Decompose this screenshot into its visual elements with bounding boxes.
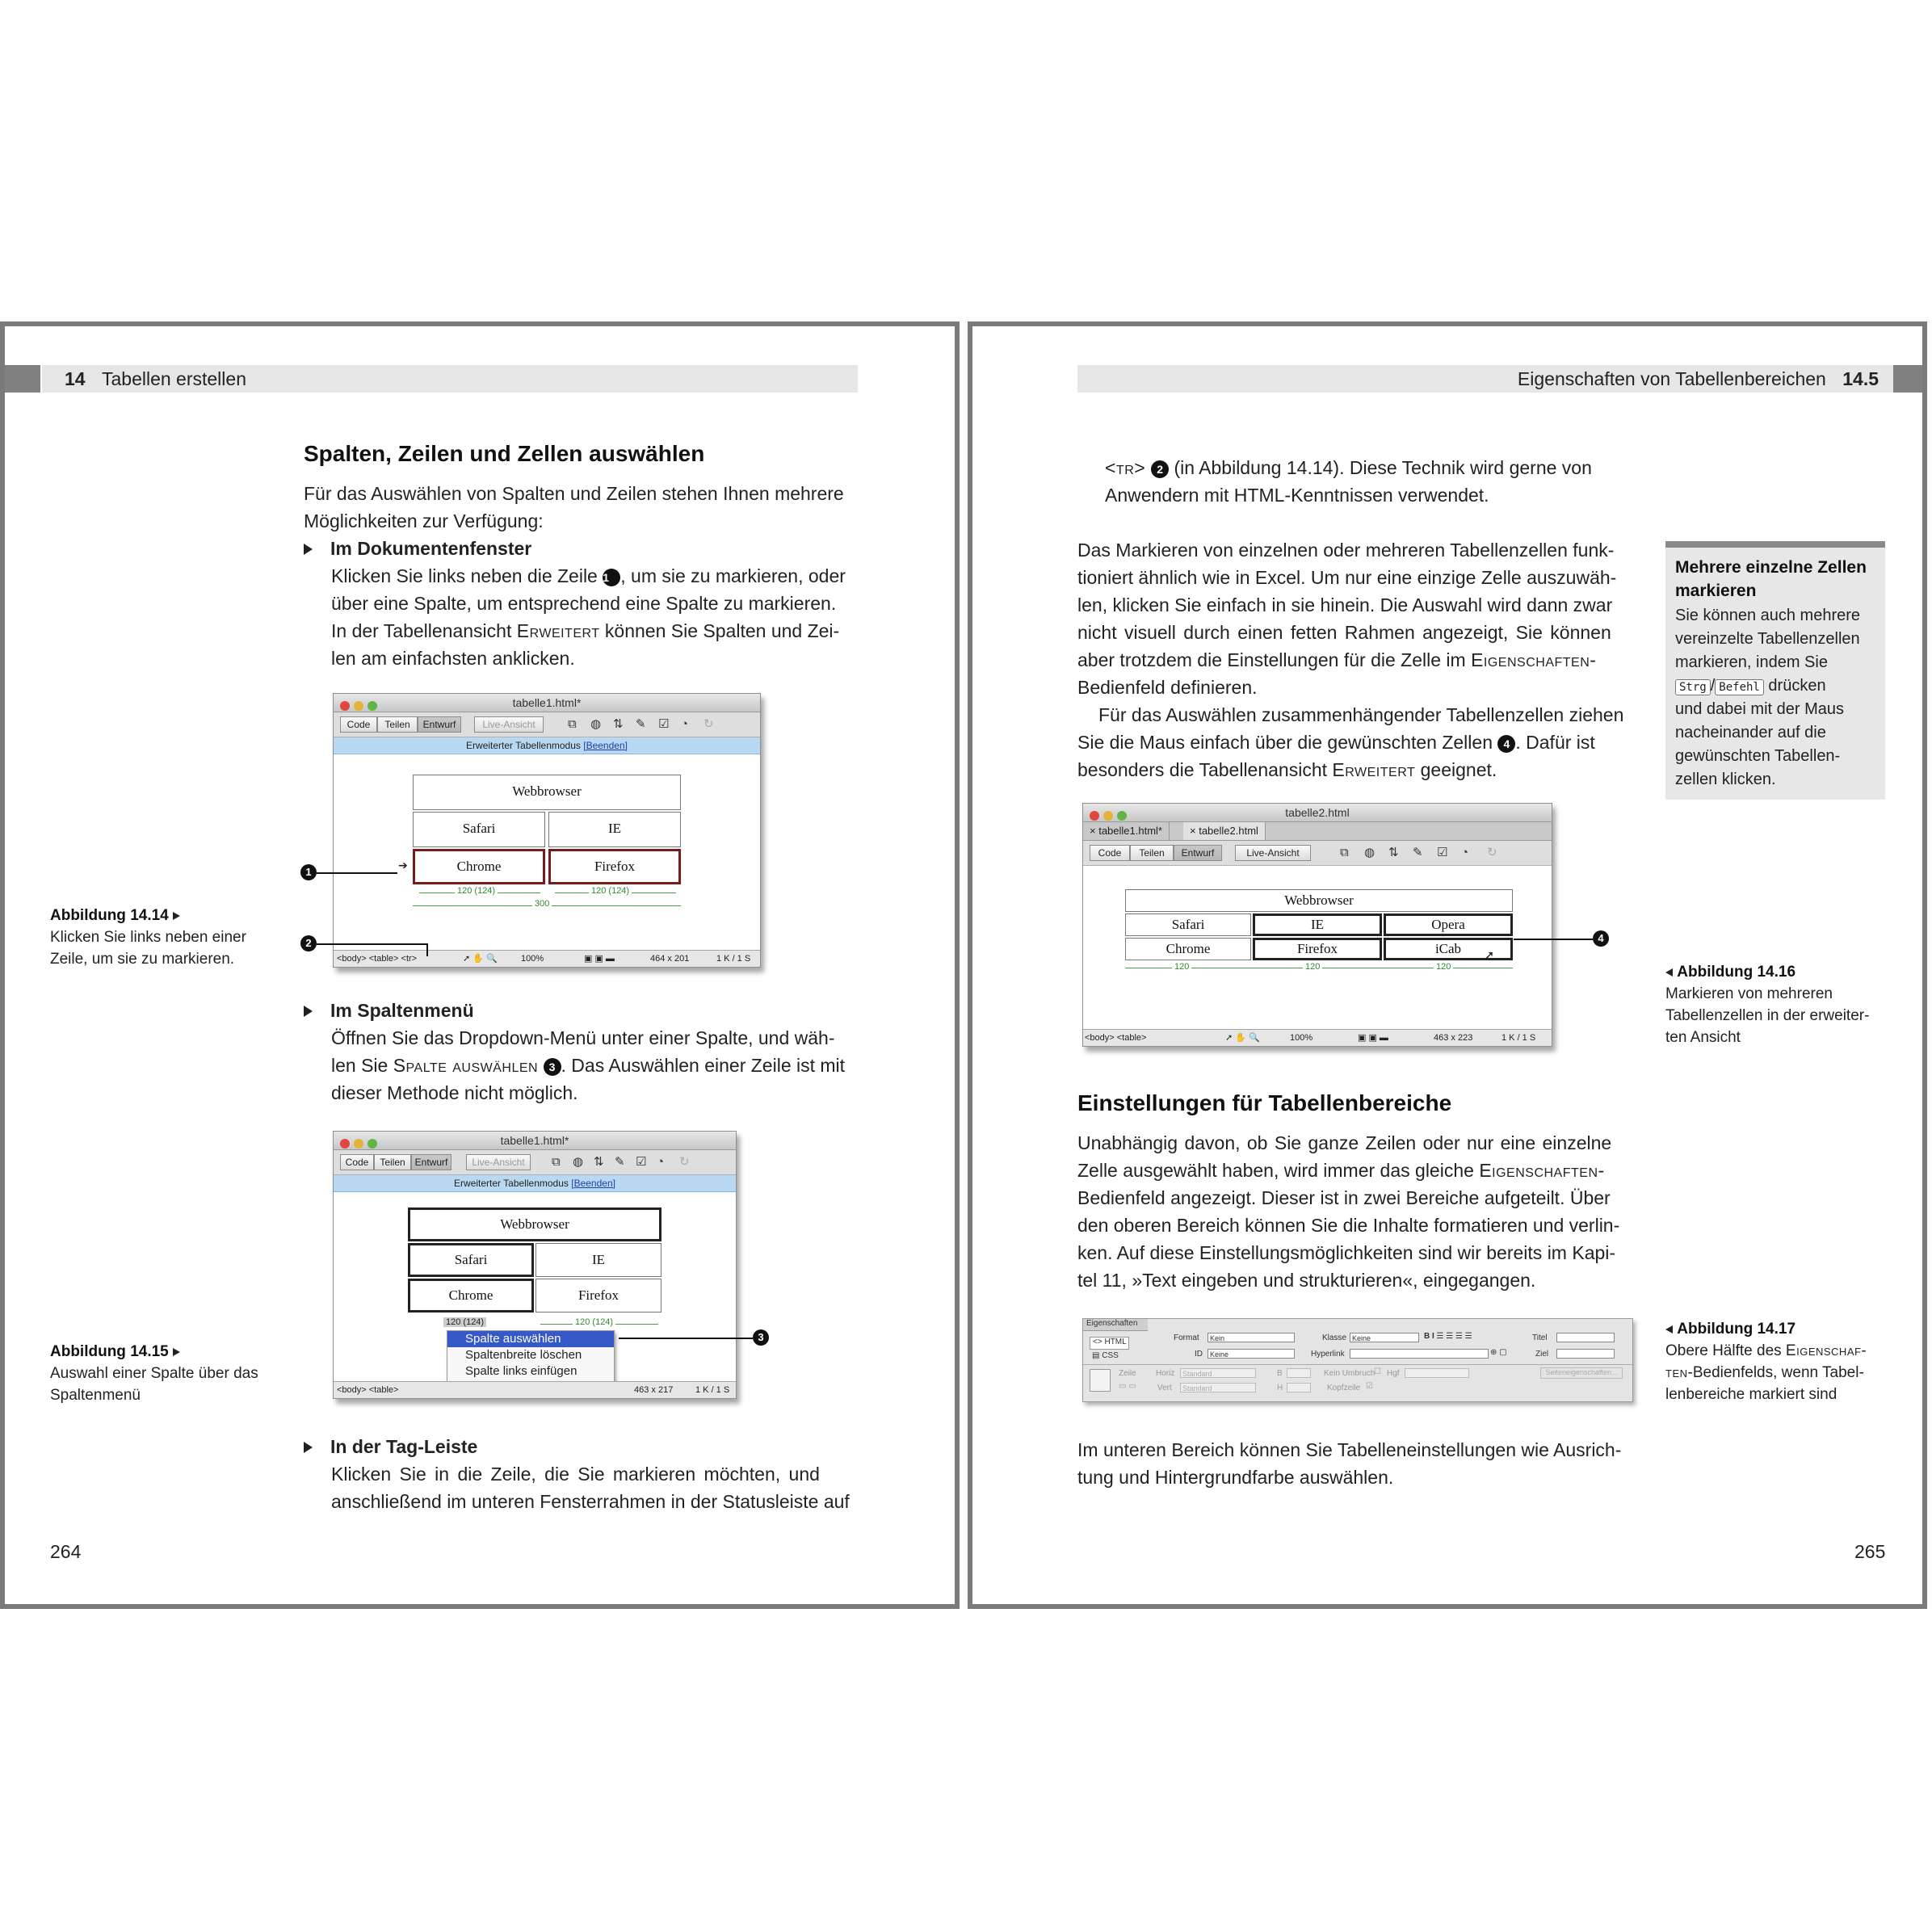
tip-title: Mehrere einzelne Zellen — [1675, 558, 1867, 577]
section-title: Spalten, Zeilen und Zellen auswählen — [304, 441, 705, 466]
id-select[interactable]: Keine — [1208, 1349, 1295, 1359]
text: <tr> — [1105, 457, 1152, 478]
refresh-icon[interactable]: ↻ — [704, 717, 714, 731]
column-width-label[interactable]: 120 — [1172, 962, 1191, 972]
doc-tab-label: tabelle2.html — [1199, 825, 1258, 837]
left-page — [0, 321, 960, 1609]
page-number: 265 — [1854, 1541, 1886, 1562]
code-button[interactable]: Code — [1090, 845, 1130, 861]
text: den oberen Bereich können Sie die Inhalte formatieren und verlin- — [1077, 1215, 1620, 1236]
text: Öffnen Sie das Dropdown-Menü unter einer Spalte, und wäh- — [331, 1027, 835, 1048]
text: Zelle ausgewählt haben, wird immer das gleiche — [1077, 1160, 1480, 1181]
continued-paragraph — [1105, 454, 1635, 509]
section-header-number: 14.5 — [1842, 368, 1879, 389]
section-header-title: Eigenschaften von Tabellenbereichen — [1517, 368, 1826, 389]
text: Unabhängig davon, ob Sie ganze Zeilen oder nur eine einzelne — [1077, 1132, 1612, 1153]
text: tung und Hintergrundfarbe auswählen. — [1077, 1467, 1394, 1488]
split-button[interactable]: Teilen — [377, 716, 418, 733]
code-button[interactable]: Code — [340, 1154, 374, 1170]
text: In der Tabellenansicht — [331, 620, 517, 641]
design-button[interactable]: Entwurf — [418, 716, 461, 733]
callout-line — [1514, 939, 1593, 940]
caption-figure-14-14 — [50, 905, 292, 970]
tip-text: Sie können auch mehrere — [1675, 607, 1861, 624]
page-number: 264 — [50, 1541, 82, 1562]
tip-text: vereinzelte Tabellenzellen — [1675, 630, 1860, 648]
width-label: B — [1277, 1369, 1283, 1378]
caption-title: Abbildung 14.17 — [1677, 1321, 1796, 1338]
text: tioniert ähnlich wie in Excel. Um nur eine einzige Zelle auszuwäh- — [1077, 567, 1617, 588]
text: dieser Methode nicht möglich. — [331, 1082, 578, 1103]
text: Anwendern mit HTML-Kenntnissen verwendet. — [1105, 485, 1489, 506]
caption-line: Spaltenmenü — [50, 1387, 141, 1404]
design-button[interactable]: Entwurf — [411, 1154, 452, 1170]
marker-1-icon: 1 — [603, 569, 620, 586]
text: aber trotzdem die Einstellungen für die Zelle im — [1077, 649, 1472, 670]
tip-text: markieren, indem Sie — [1675, 653, 1828, 671]
text: ken. Auf diese Einstellungsmöglichkeiten sind wir bereits im Kapi- — [1077, 1242, 1616, 1263]
browser-preview-icon[interactable]: ◍ — [573, 1155, 584, 1169]
close-light-icon — [340, 701, 350, 711]
column-width-label[interactable]: 120 (124) — [589, 886, 632, 896]
caption-arrow-icon — [173, 1348, 180, 1356]
title-label: Titel — [1532, 1334, 1548, 1342]
window-size[interactable]: 464 x 201 — [650, 954, 690, 964]
doc-tab-label: tabelle1.html* — [1098, 825, 1162, 837]
caption-figure-14-15 — [50, 1341, 292, 1406]
callout-marker: 4 — [1593, 930, 1609, 947]
key-befehl: Befehl — [1715, 679, 1764, 695]
term-erweitert: Erweitert — [1332, 759, 1416, 780]
paragraph-single-cells — [1077, 536, 1635, 783]
chapter-number: 14 — [65, 368, 86, 389]
visual-aids-icon[interactable]: ☑ — [1437, 846, 1448, 859]
table-cell-selected[interactable]: Opera — [1384, 914, 1513, 936]
caption-line: -Bedienfelds, wenn Tabel- — [1687, 1364, 1864, 1381]
status-bar — [1083, 1029, 1552, 1046]
bullet-arrow-icon — [304, 544, 313, 555]
table-cell[interactable]: IE — [548, 812, 681, 847]
zoom-select[interactable]: 100% — [1290, 1033, 1313, 1043]
minimize-light-icon — [354, 701, 363, 711]
document-weight: 1 K / 1 S — [1502, 1033, 1536, 1043]
row-select-arrow-icon: ➔ — [398, 859, 408, 872]
text: Klicken Sie links neben die Zeile — [331, 565, 603, 586]
text: besonders die Tabellenansicht — [1077, 759, 1333, 780]
class-label: Klasse — [1322, 1334, 1347, 1342]
html-label: HTML — [1104, 1338, 1127, 1346]
target-select[interactable] — [1556, 1349, 1615, 1359]
caption-line: Auswahl einer Spalte über das — [50, 1365, 258, 1382]
doc-tab[interactable] — [1083, 822, 1170, 840]
hyperlink-field[interactable] — [1350, 1349, 1489, 1359]
bgcolor-field[interactable] — [1405, 1368, 1469, 1378]
text: Bedienfeld definieren. — [1077, 677, 1258, 698]
bullet-title: Im Spaltenmenü — [330, 1000, 474, 1021]
term-eigenschaften: ten — [1665, 1364, 1688, 1381]
design-button[interactable]: Entwurf — [1174, 845, 1222, 861]
mouse-pointer-icon: ➚ — [1484, 949, 1495, 963]
window-size-icons[interactable]: ▣ ▣ ▬ — [584, 954, 615, 964]
css-label: CSS — [1102, 1351, 1119, 1360]
window-title: tabelle1.html* — [512, 696, 582, 709]
browser-preview-icon[interactable]: ◍ — [1364, 846, 1376, 859]
menu-item-insert-column-left[interactable]: Spalte links einfügen — [465, 1364, 578, 1378]
callout-marker: 1 — [300, 864, 317, 880]
visual-aids-icon[interactable]: ☑ — [636, 1155, 647, 1169]
tag-selector[interactable]: <body> <table> — [1085, 1033, 1147, 1043]
height-field[interactable] — [1287, 1383, 1311, 1392]
header-marker-right — [1893, 365, 1927, 393]
caption-arrow-icon — [173, 912, 180, 920]
column-width-label[interactable]: 120 — [1434, 962, 1453, 972]
browser-preview-icon[interactable]: ◍ — [590, 717, 602, 731]
caption-line: ten Ansicht — [1665, 1029, 1741, 1046]
text: tel 11, »Text eingeben und strukturieren«, eingegangen. — [1077, 1270, 1536, 1291]
tip-box: Mehrere einzelne Zellen markieren Sie können auch mehrere vereinzelte Tabellenzellen markieren, indem Sie Strg / Befehl drücken und dabei mit der Maus nacheinander auf die gewünschten Tabellen- zellen klicken. — [1665, 541, 1885, 800]
mode-label: Erweiterter Tabellenmodus — [466, 740, 581, 751]
window-size[interactable]: 463 x 217 — [634, 1385, 674, 1395]
vert-label: Vert — [1157, 1384, 1172, 1392]
table-header-cell[interactable]: Webbrowser — [408, 1208, 662, 1241]
caption-line: Tabellenzellen in der erweiter- — [1665, 1007, 1870, 1024]
horiz-label: Horiz — [1156, 1369, 1175, 1378]
title-field[interactable] — [1556, 1333, 1615, 1342]
document-toolbar — [334, 712, 760, 737]
status-bar — [334, 1381, 736, 1398]
term-eigenschaften: Eigenschaften- — [1479, 1160, 1605, 1181]
row-label: Zeile — [1119, 1369, 1136, 1378]
close-tab-icon[interactable]: × — [1190, 825, 1199, 837]
marker-4-icon: 4 — [1497, 735, 1515, 753]
tag-selector[interactable]: <body> <table> <tr> — [337, 954, 418, 964]
screenshot-figure-14-14 — [333, 693, 761, 968]
table-cell-selected[interactable]: iCab — [1384, 938, 1513, 960]
intro-paragraph — [304, 480, 861, 535]
text: Das Markieren von einzelnen oder mehreren Tabellenzellen funk- — [1077, 540, 1615, 561]
hyperlink-label: Hyperlink — [1311, 1350, 1345, 1359]
document-weight: 1 K / 1 S — [716, 954, 751, 964]
term-spalte-auswaehlen: Spalte auswählen — [393, 1055, 539, 1076]
page-properties-button[interactable]: Seiteneigenschaften... — [1540, 1367, 1623, 1379]
menu-item-clear-column-width[interactable]: Spaltenbreite löschen — [465, 1348, 582, 1362]
validate-icon[interactable]: ◔ — [657, 1155, 665, 1169]
zoom-select[interactable]: 100% — [521, 954, 544, 964]
split-button[interactable]: Teilen — [1130, 845, 1174, 861]
text: len Sie — [331, 1055, 393, 1076]
mode-label: Erweiterter Tabellenmodus — [454, 1178, 569, 1189]
callout-marker: 3 — [753, 1329, 769, 1346]
column-width-label[interactable]: 120 (124) — [573, 1317, 615, 1327]
select-tool-icon[interactable]: ➚ ✋ 🔍 — [1225, 1033, 1260, 1043]
paragraph-lower-area — [1077, 1436, 1635, 1491]
caption-title: Abbildung 14.14 — [50, 907, 169, 924]
tip-text: drücken — [1763, 677, 1826, 695]
caption-line: Markieren von mehreren — [1665, 985, 1833, 1002]
bullet-arrow-icon — [304, 1006, 313, 1017]
table-cell-selected[interactable]: Firefox — [1253, 938, 1382, 960]
vert-select[interactable]: Standard — [1180, 1383, 1256, 1392]
tip-text: zellen klicken. — [1675, 771, 1776, 788]
caption-arrow-icon — [1665, 968, 1673, 976]
visual-aids-icon[interactable]: ☑ — [658, 717, 670, 731]
intro-line: Möglichkeiten zur Verfügung: — [304, 510, 544, 531]
css-mode-button[interactable] — [1090, 1351, 1128, 1363]
right-page — [968, 321, 1927, 1609]
format-select[interactable]: Kein — [1208, 1333, 1295, 1342]
debug-icon[interactable]: ✎ — [636, 717, 646, 731]
debug-icon[interactable]: ✎ — [615, 1155, 625, 1169]
no-wrap-label: Kein Umbruch — [1324, 1369, 1376, 1378]
close-tab-icon[interactable]: × — [1090, 825, 1099, 837]
tip-text: gewünschten Tabellen- — [1675, 747, 1841, 765]
screenshot-figure-14-16 — [1082, 803, 1552, 1047]
tag-selector[interactable]: <body> <table> — [337, 1385, 399, 1395]
column-width-label[interactable]: 120 (124) — [455, 886, 498, 896]
expanded-mode-bar — [334, 1175, 736, 1192]
text: geeignet. — [1415, 759, 1497, 780]
expanded-mode-bar — [334, 737, 760, 754]
text: Für das Auswählen zusammenhängender Tabellenzellen ziehen — [1098, 704, 1624, 725]
multiscreen-icon[interactable]: ⧉ — [552, 1155, 561, 1169]
zoom-light-icon — [368, 701, 377, 711]
file-transfer-icon[interactable]: ⇅ — [594, 1155, 604, 1169]
class-select[interactable]: Keine — [1350, 1333, 1419, 1342]
select-tool-icon[interactable]: ➚ ✋ 🔍 — [463, 954, 498, 964]
callout-line — [317, 943, 428, 945]
document-toolbar — [1083, 841, 1552, 866]
table-cell-icon — [1090, 1369, 1111, 1392]
column-header-menu-button[interactable]: 120 (124) — [443, 1317, 486, 1327]
table-cell-selected[interactable]: Chrome — [408, 1279, 534, 1312]
format-label: Format — [1174, 1334, 1199, 1342]
callout-line — [317, 872, 397, 874]
minimize-light-icon — [354, 1139, 363, 1149]
text: können Sie Spalten und Zei- — [599, 620, 840, 641]
window-title: tabelle1.html* — [500, 1134, 569, 1147]
caption-arrow-icon — [1665, 1325, 1673, 1334]
callout-marker: 2 — [300, 935, 317, 951]
text: Sie die Maus einfach über die gewünschten Zellen — [1077, 732, 1498, 753]
table-cell-selected[interactable]: Safari — [408, 1243, 534, 1277]
panel-divider — [1083, 1364, 1632, 1365]
intro-line: Für das Auswählen von Spalten und Zeilen stehen Ihnen mehrere — [304, 483, 844, 504]
merge-split-icons[interactable]: ▭ ▭ — [1119, 1382, 1136, 1391]
document-toolbar — [334, 1150, 736, 1175]
code-button[interactable]: Code — [340, 716, 377, 733]
bullet-document-window — [304, 535, 861, 672]
doc-tab-active[interactable] — [1183, 822, 1266, 840]
running-header-left — [42, 365, 858, 393]
menu-item-select-column[interactable]: Spalte auswählen — [447, 1331, 614, 1347]
marker-3-icon: 3 — [544, 1058, 561, 1076]
text: über eine Spalte, um entsprechend eine Spalte zu markieren. — [331, 593, 837, 614]
table-width-label[interactable]: 300 — [532, 899, 552, 909]
paragraph-table-settings — [1077, 1129, 1635, 1294]
caption-figure-14-17 — [1665, 1318, 1892, 1405]
screenshot-figure-14-15 — [333, 1131, 737, 1399]
zoom-light-icon — [1117, 811, 1127, 821]
bullet-title: In der Tag-Leiste — [330, 1436, 478, 1457]
table-cell[interactable]: Chrome — [1125, 938, 1251, 960]
horiz-select[interactable]: Standard — [1180, 1368, 1256, 1378]
header-checkbox[interactable]: ☑ — [1366, 1382, 1373, 1391]
file-transfer-icon[interactable]: ⇅ — [1388, 846, 1399, 859]
link-browse-icons[interactable]: ⊕ ▢ — [1490, 1348, 1507, 1357]
window-title: tabelle2.html — [1285, 806, 1350, 819]
tip-text: nacheinander auf die — [1675, 724, 1826, 741]
text: anschließend im unteren Fensterrahmen in der Statusleiste auf — [331, 1491, 850, 1512]
live-view-button[interactable]: Live-Ansicht — [474, 716, 544, 733]
refresh-icon[interactable]: ↻ — [679, 1155, 690, 1169]
text: , um sie zu markieren, oder — [620, 565, 846, 586]
split-button[interactable]: Teilen — [374, 1154, 411, 1170]
zoom-light-icon — [368, 1139, 377, 1149]
text: . Dafür ist — [1515, 732, 1595, 753]
window-size-icons[interactable]: ▣ ▣ ▬ — [1358, 1033, 1388, 1043]
multiscreen-icon[interactable]: ⧉ — [568, 717, 577, 731]
table-cell[interactable]: Safari — [413, 812, 545, 847]
document-weight: 1 K / 1 S — [695, 1385, 730, 1395]
caption-line: Obere Hälfte des — [1665, 1342, 1786, 1359]
format-buttons-icons[interactable]: B I ☰ ☰ ☰ ☰ — [1424, 1332, 1472, 1341]
caption-line: Klicken Sie links neben einer — [50, 929, 246, 946]
chapter-title: Tabellen erstellen — [101, 368, 246, 389]
tip-text: und dabei mit der Maus — [1675, 700, 1845, 718]
caption-line: Zeile, um sie zu markieren. — [50, 951, 235, 968]
header-label: Kopfzeile — [1327, 1384, 1361, 1392]
table-cell-selected[interactable]: Firefox — [548, 849, 681, 884]
table-cell-selected[interactable]: IE — [1253, 914, 1382, 936]
text: len am einfachsten anklicken. — [331, 648, 575, 669]
height-label: H — [1277, 1384, 1283, 1392]
close-light-icon — [1090, 811, 1099, 821]
id-label: ID — [1195, 1350, 1203, 1359]
table-header-cell[interactable]: Webbrowser — [1125, 889, 1513, 912]
running-header-right — [1077, 365, 1893, 393]
marker-2-icon: 2 — [1151, 460, 1169, 478]
validate-icon[interactable]: ◔ — [1461, 846, 1469, 859]
window-titlebar — [334, 694, 760, 712]
window-titlebar — [1083, 804, 1552, 822]
document-tabs — [1083, 822, 1552, 841]
bullet-title: Im Dokumentenfenster — [330, 538, 532, 559]
term-eigenschaften: Eigenschaf- — [1785, 1342, 1867, 1359]
table-cell[interactable]: IE — [536, 1243, 662, 1277]
text: nicht visuell durch einen fetten Rahmen angezeigt, Sie können — [1077, 622, 1611, 643]
text: Klicken Sie in die Zeile, die Sie markieren möchten, und — [331, 1464, 820, 1485]
table-cell[interactable]: Safari — [1125, 914, 1251, 936]
no-wrap-checkbox[interactable]: ☐ — [1374, 1367, 1381, 1376]
bullet-column-menu — [304, 997, 861, 1107]
close-light-icon — [340, 1139, 350, 1149]
status-bar — [334, 950, 760, 967]
width-field[interactable] — [1287, 1368, 1311, 1378]
text: Im unteren Bereich können Sie Tabelleneinstellungen wie Ausrich- — [1077, 1439, 1622, 1460]
panel-tab[interactable]: Eigenschaften — [1083, 1319, 1148, 1331]
window-size[interactable]: 463 x 223 — [1434, 1033, 1473, 1043]
term-eigenschaften: Eigenschaften- — [1471, 649, 1597, 670]
minimize-light-icon — [1103, 811, 1113, 821]
key-strg: Strg — [1675, 679, 1711, 695]
text: Bedienfeld angezeigt. Dieser ist in zwei Bereiche aufgeteilt. Über — [1077, 1187, 1611, 1208]
text: len, klicken Sie einfach in sie hinein. Die Auswahl wird dann zwar — [1077, 594, 1613, 615]
tip-title: markieren — [1675, 582, 1757, 600]
bullet-arrow-icon — [304, 1442, 313, 1453]
callout-line — [426, 943, 428, 956]
html-mode-button[interactable] — [1090, 1337, 1129, 1350]
bullet-tag-bar — [304, 1433, 861, 1515]
text: . Das Auswählen einer Zeile ist mit — [561, 1055, 846, 1076]
css-icon: ▤ — [1092, 1351, 1102, 1360]
live-view-button[interactable]: Live-Ansicht — [466, 1154, 531, 1170]
caption-line: lenbereiche markiert sind — [1665, 1386, 1838, 1403]
exit-mode-link[interactable]: [Beenden] — [583, 740, 628, 751]
debug-icon[interactable]: ✎ — [1413, 846, 1423, 859]
caption-title: Abbildung 14.16 — [1677, 964, 1796, 981]
header-marker-left — [5, 365, 40, 393]
caption-title: Abbildung 14.15 — [50, 1343, 169, 1360]
live-view-button[interactable]: Live-Ansicht — [1235, 845, 1311, 861]
table-header-cell[interactable]: Webbrowser — [413, 775, 681, 810]
text: (in Abbildung 14.14). Diese Technik wird gerne von — [1169, 457, 1592, 478]
window-titlebar — [334, 1132, 736, 1150]
multiscreen-icon[interactable]: ⧉ — [1340, 846, 1349, 859]
file-transfer-icon[interactable]: ⇅ — [613, 717, 624, 731]
term-erweitert: Erweitert — [516, 620, 600, 641]
bgcolor-label: Hgf — [1387, 1369, 1400, 1378]
table-cell-selected[interactable]: Chrome — [413, 849, 545, 884]
column-width-label[interactable]: 120 — [1303, 962, 1322, 972]
refresh-icon[interactable]: ↻ — [1487, 846, 1497, 859]
exit-mode-link[interactable]: [Beenden] — [571, 1178, 615, 1189]
caption-figure-14-16 — [1665, 961, 1892, 1048]
table-cell[interactable]: Firefox — [536, 1279, 662, 1312]
screenshot-figure-14-17 — [1082, 1318, 1633, 1402]
html-icon: <> — [1093, 1338, 1105, 1346]
validate-icon[interactable]: ◔ — [681, 717, 689, 731]
target-label: Ziel — [1535, 1350, 1549, 1359]
callout-line — [619, 1338, 753, 1339]
section-title: Einstellungen für Tabellenbereiche — [1077, 1090, 1452, 1115]
